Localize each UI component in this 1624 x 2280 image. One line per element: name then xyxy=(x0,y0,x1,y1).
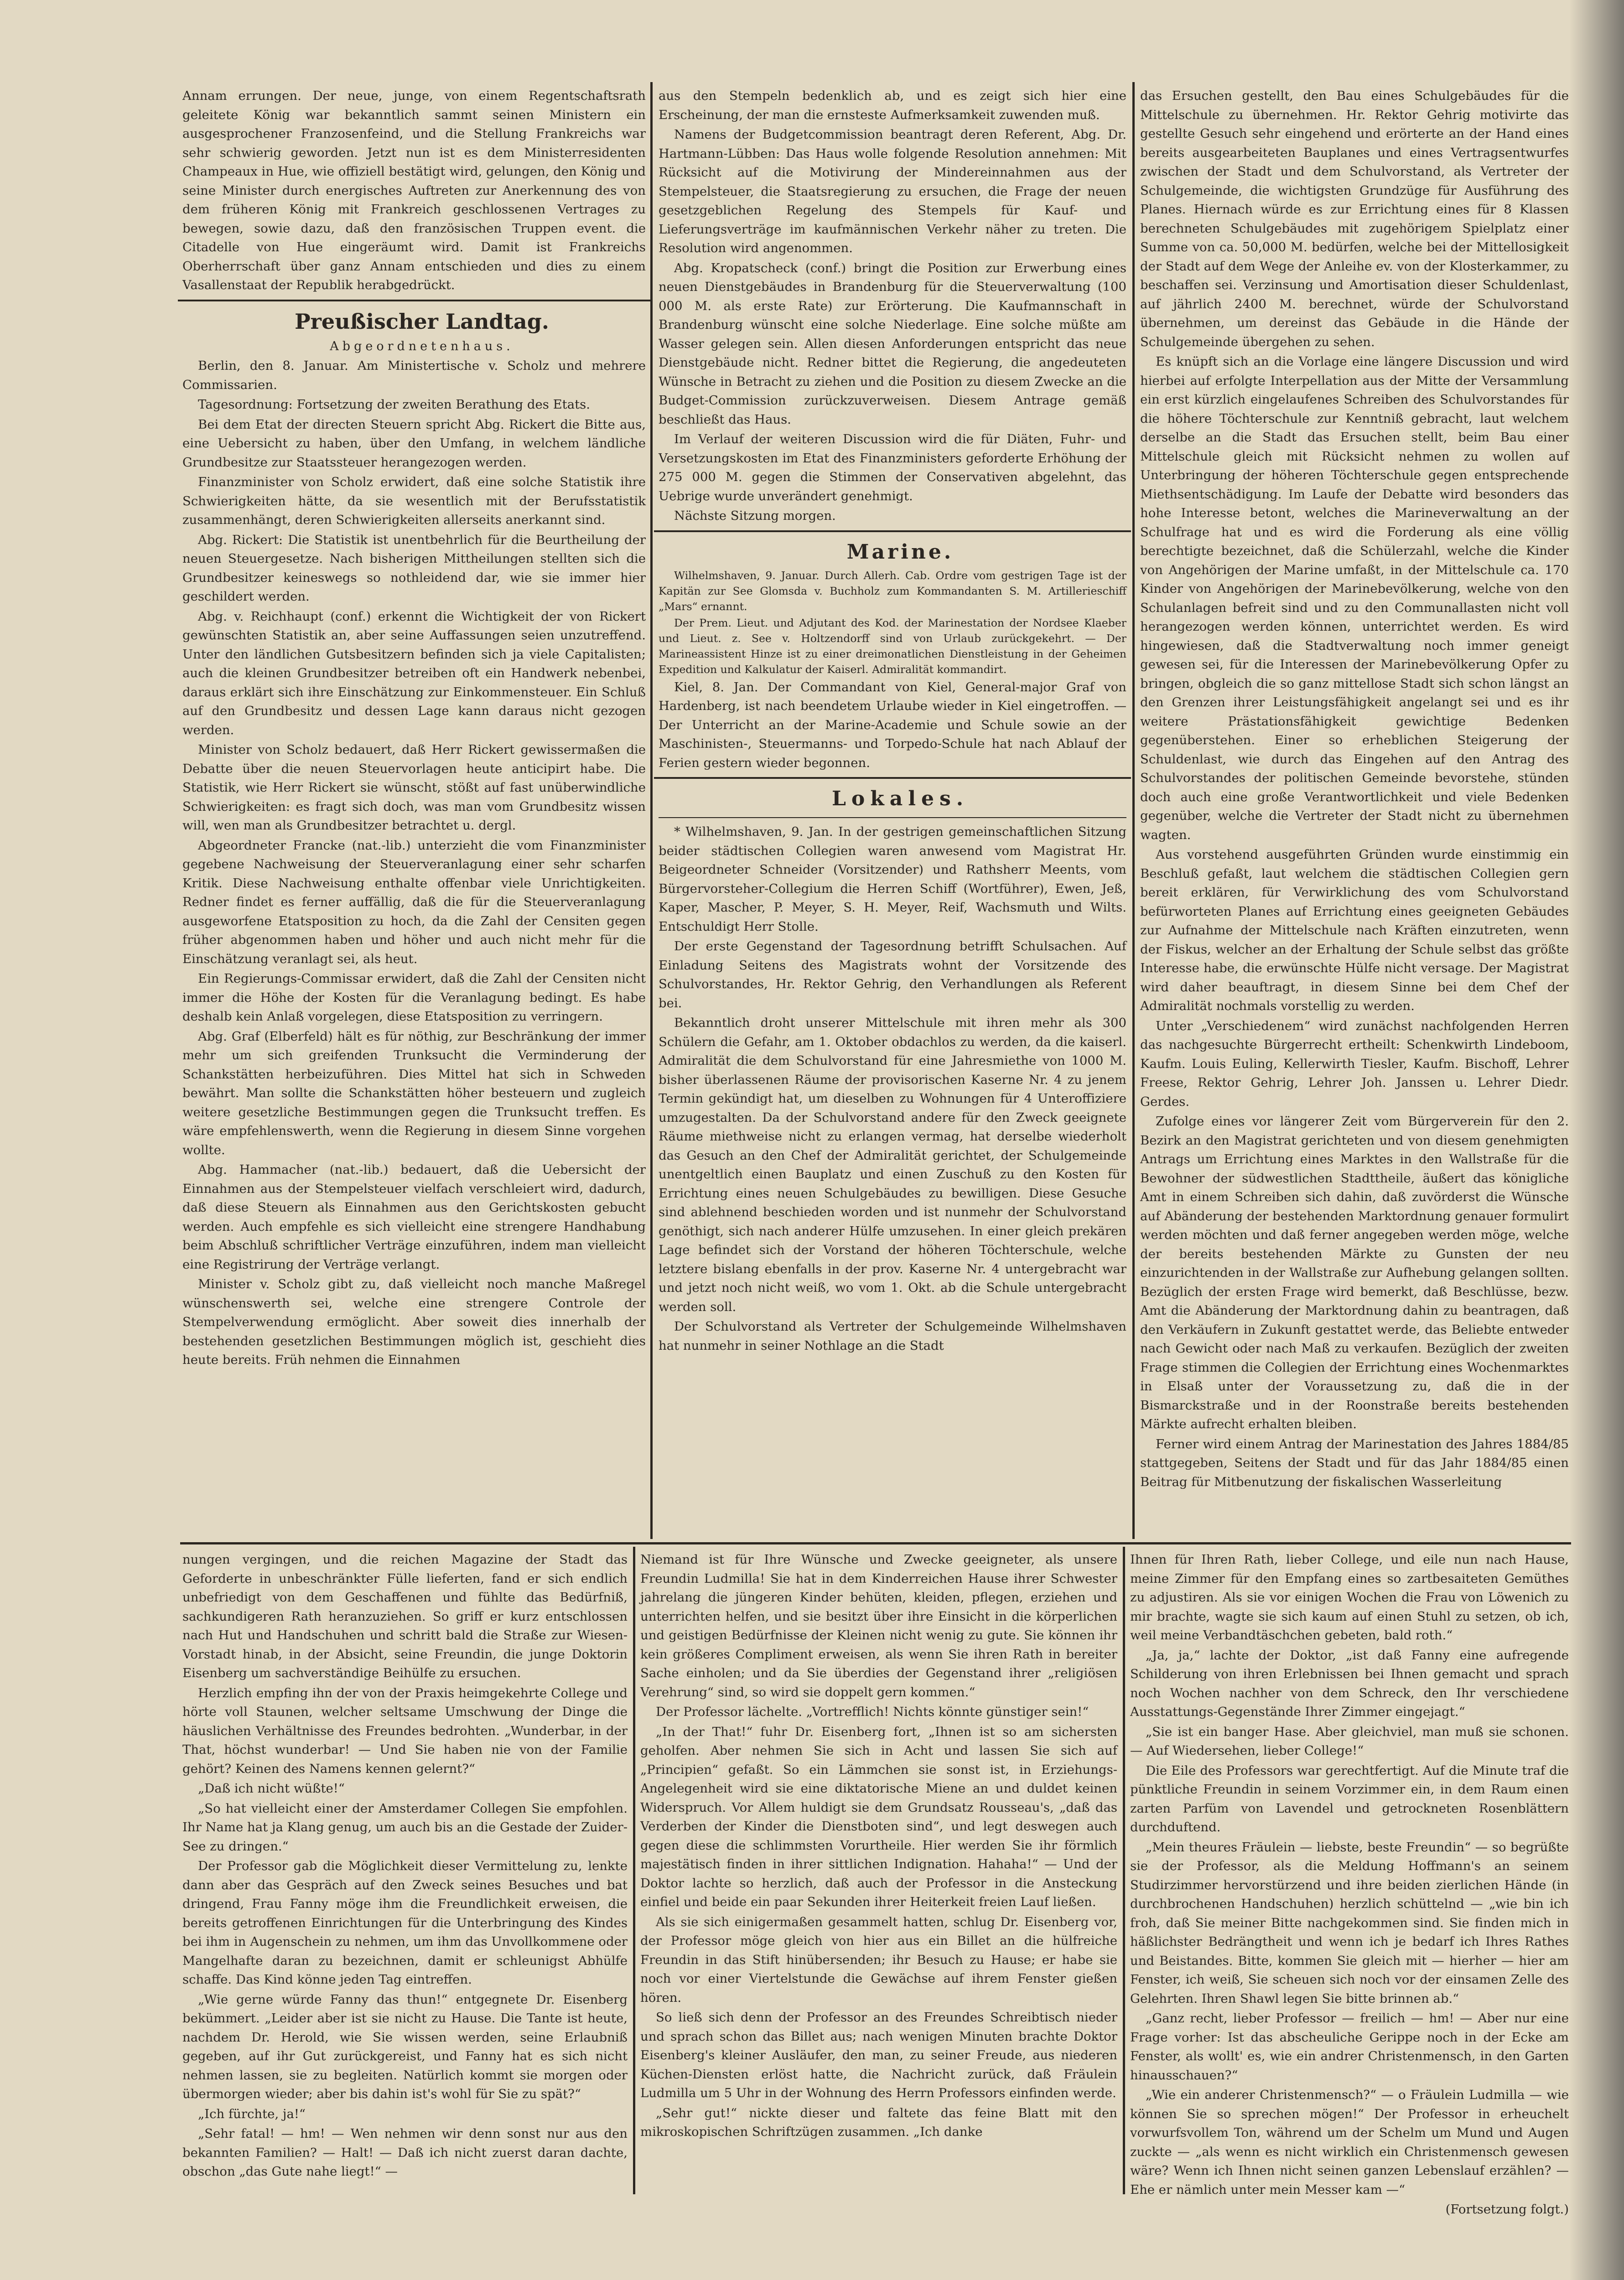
paragraph: Abg. Graf (Elberfeld) hält es für nöthig, zur Beschränkung der immer mehr um sich greifenden Trunksucht die Verminderung der Schankstätten herbeizuführen. Dies Mittel hat sich in Schweden bewährt. Man sollte die Schankstätten höher besteuern und zugleich weitere gesetzliche Bestimmungen gegen die Trunksucht treffen. Es wäre empfehlenswerth, wenn die Regierung in diesem Sinne vorgehen wollte. xyxy=(182,1029,646,1157)
section-title-lokales: Lokales. xyxy=(831,787,969,810)
article-annam: Annam errungen. Der neue, junge, von einem Regentschaftsrath geleitete König war bekanntlich sammt seinen Ministern ein ausgesprochener Franzosenfeind, und die Stellung Frankreichs war sehr schwierig geworden. Jetzt nun ist es dem Ministerresidenten Champeaux in Hue, wie offiziell bestätigt wird, gelungen, den König und seine Minister durch energisches Auftreten zur Anerkennung des von dem früheren König mit Frankreich geschlossenen Vertrages zu bewegen, sowie dazu, daß den französischen Truppen event. die Citadelle von Hue eingeräumt wird. Damit ist Frankreichs Oberherrschaft über ganz Annam entschieden und dies zu einem Vasallenstaat der Republik herabgedrückt. xyxy=(182,88,646,292)
paragraph: Abg. Rickert: Die Statistik ist unentbehrlich für die Beurtheilung der neuen Steuergesetze. Nach bisherigen Mittheilungen stellten sich die Grundbesitzer keineswegs so nothleidend dar, wie sie immer hier geschildert werden. xyxy=(182,532,646,604)
top-column-1 xyxy=(182,87,646,1537)
paragraph: „In der That!“ fuhr Dr. Eisenberg fort, „Ihnen ist so am sichersten geholfen. Aber nehmen Sie sich in Acht und lassen Sie sich auf „Principien“ gefaßt. So ein Lämmchen sie sonst ist, in Erziehungs-Angelegenheit wird sie eine diktatorische Miene an und duldet keinen Widerspruch. Vor Allem huldigt sie dem Grundsatz Rousseau's, „daß das Verderben der Kinder die Dienstboten sind“, und legt deswegen auch gegen diese die schlimmsten Vorurtheile. Hier werden Sie ihr förmlich majestätisch finden in ihrer sittlichen Indignation. Hahaha!“ — Und der Doktor lachte so herzlich, daß auch der Professor in die Ansteckung einfiel und beide ein paar Sekunden ihrer Heiterkeit freien Lauf ließen. xyxy=(640,1724,1117,1909)
paragraph: Als sie sich einigermaßen gesammelt hatten, schlug Dr. Eisenberg vor, der Professor möge gleich von hier aus ein Billet an die hülfreiche Freundin in das Stift hinübersenden; ihr Besuch zu Hause; er habe sie noch vor einer Viertelstunde die Gewächse auf ihrem Fenster gießen hören. xyxy=(640,1914,1117,2005)
paragraph: „Ja, ja,“ lachte der Doktor, „ist daß Fanny eine aufregende Schilderung von ihren Erlebnissen bei Ihnen gemacht und sprach noch Wochen nachher von dem Schreck, den Ihr verschiedene Ausstattungs-Gegenstände Ihrer Zimmer eingejagt.“ xyxy=(1130,1648,1569,1719)
paragraph: Zufolge eines vor längerer Zeit vom Bürgerverein für den 2. Bezirk an den Magistrat gerichteten und von diesem genehmigten Antrags um Errichtung eines Marktes in den Wallstraße für die Bewohner der südwestlichen Stadttheile, äußert das königliche Amt in einem Schreiben sich dahin, daß zuvörderst die Wünsche auf Abänderung der bestehenden Marktordnung genauer formulirt werden möchten und daß ferner angegeben werden möge, welche der bereits bestehenden Märkte zu Gunsten der neu einzurichtenden in der Wallstraße zur Aufhebung gelangen sollten. Bezüglich der ersten Frage wird bemerkt, daß Beschlüsse, bezw. Amt die Abänderung der Marktordnung dahin zu beantragen, daß den Verkäufern in Zukunft gestattet werde, das Beliebte entweder nach Gewicht oder nach Maß zu verkaufen. Bezüglich der zweiten Frage stimmen die Collegien der Errichtung eines Wochenmarktes in Elsaß unter der Voraussetzung zu, daß die in der Bismarckstraße und in der Roonstraße bereits bestehenden Märkte aufrecht erhalten bleiben. xyxy=(1140,1114,1569,1431)
paragraph: Der erste Gegenstand der Tagesordnung betrifft Schulsachen. Auf Einladung Seitens des Magistrats wohnt der Vorsitzende des Schulvorstandes, Hr. Rektor Gehrig, den Verhandlungen als Referent bei. xyxy=(659,939,1126,1010)
paragraph: „Ich fürchte, ja!“ xyxy=(198,2106,306,2121)
paragraph: Der Professor lächelte. „Vortrefflich! Nichts könnte günstiger sein!“ xyxy=(656,1705,1089,1719)
paragraph: Kiel, 8. Jan. Der Commandant von Kiel, General-major Graf von Hardenberg, ist nach beendetem Urlaube wieder in Kiel eingetroffen. — Der Unterricht an der Marine-Academie und Schule sowie an der Maschinisten-, Steuermanns- und Torpedo-Schule hat nach Ablauf der Ferien gestern wieder begonnen. xyxy=(659,679,1126,770)
paragraph: Abg. Hammacher (nat.-lib.) bedauert, daß die Uebersicht der Einnahmen aus der Stempelsteuer vielfach verschleiert wird, dadurch, daß diese Steuern als Einnahmen aus den Gerichtskosten gebucht werden. Auch empfehle es sich vielleicht eine strengere Handhabung beim Abschluß schriftlicher Verträge einzuführen, indem man vielleicht eine Registrirung der Verträge verlangt. xyxy=(182,1162,646,1272)
top-column-3 xyxy=(1140,87,1569,1537)
paragraph: Wilhelmshaven, 9. Januar. Durch Allerh. Cab. Ordre vom gestrigen Tage ist der Kapitän zur See Glomsda v. Buchholz zum Kommandanten S. M. Artillerieschiff „Mars“ ernannt. xyxy=(659,569,1126,613)
continuation-note: (Fortsetzung folgt.) xyxy=(1445,2202,1569,2217)
section-title-marine: Marine. xyxy=(846,540,954,564)
paragraph: Abgeordneter Francke (nat.-lib.) unterzieht die vom Finanzminister gegebene Nachweisung der Steuerveranlagung einer sehr scharfen Kritik. Diese Nachweisung enthalte offenbar viele Unrichtigkeiten. Redner findet es ferner auffällig, daß die für die Steuerveranlagung ausgeworfene Etatsposition zu hoch, da die Zahl der Censiten gegen früher abgenommen haben und höher und auch nicht mehr für die Einschätzung veranlagt sei, als heut. xyxy=(182,838,646,966)
paragraph: Berlin, den 8. Januar. Am Ministertische v. Scholz und mehrere Commissarien. xyxy=(182,358,646,392)
feuilleton-column-3 xyxy=(1130,1550,1569,2217)
feuilleton-rule xyxy=(180,1542,1571,1544)
paragraph: Tagesordnung: Fortsetzung der zweiten Berathung des Etats. xyxy=(198,397,591,412)
column-rule xyxy=(650,82,653,1539)
paragraph: „Wie ein anderer Christenmensch?“ — o Fräulein Ludmilla — wie können Sie so sprechen mögen!“ Der Professor in erheuchelt vorwurfsvollem Ton, während um der Schelm um Mund und Augen zuckte — „als wenn es nicht wirklich ein Christenmensch gewesen wäre? Wenn ich Ihnen nicht seinen ganzen Lebenslauf erzählen? — Ehe er nämlich unter mein Messer kam —“ xyxy=(1130,2088,1569,2197)
paragraph: Nächste Sitzung morgen. xyxy=(674,508,836,523)
paragraph: So ließ sich denn der Professor an des Freundes Schreibtisch nieder und sprach schon das Billet aus; nach wenigen Minuten brachte Doktor Eisenberg's kleiner Ausläufer, den man, zu seiner Freude, aus niederen Küchen-Diensten erlöst hatte, die Nachricht zurück, daß Fräulein Ludmilla um 5 Uhr in der Wohnung des Herrn Professors einfinden werde. xyxy=(640,2010,1117,2100)
section-title-landtag: Preußischer Landtag. xyxy=(295,309,549,334)
column-rule xyxy=(633,1547,635,2194)
paragraph: Der Professor gab die Möglichkeit dieser Vermittelung zu, lenkte dann aber das Gespräch auf den Zweck seines Besuches und bat dringend, Frau Fanny möge ihm die Freundlichkeit erweisen, die bereits getroffenen Einrichtungen für die Unterbringung des Kindes bei ihm in Augenschein zu nehmen, um ihm das Unvollkommene oder Mangelhafte daran zu bezeichnen, damit er schleunigst Abhülfe schaffe. Das Kind könne jeden Tag eintreffen. xyxy=(182,1859,628,1987)
column-rule xyxy=(1123,1547,1125,2194)
paragraph: Minister von Scholz bedauert, daß Herr Rickert gewissermaßen die Debatte über die neuen Steuervorlagen heute anticipirt habe. Die Statistik, wie Herr Rickert sie wünscht, stößt auf fast unüberwindliche Schwierigkeiten: es fragt sich doch, was man vom Grundbesitz wissen will, wen man als Grundbesitzer betrachtet u. dergl. xyxy=(182,742,646,833)
page-edge-shadow xyxy=(1569,0,1624,2280)
paragraph: Es knüpft sich an die Vorlage eine längere Discussion und wird hierbei auf erfolgte Interpellation aus der Mitte der Versammlung ein erst kürzlich eingelaufenes Schreiben des Schulvorstandes für die höhere Töchterschule zur Kenntniß gebracht, laut welchem derselbe an die Stadt das Ersuchen stellt, beim Bau einer Mittelschule gleich mit Rücksicht nehmen zu wollen auf Unterbringung der höheren Töchterschule gegen entsprechende Miethsentschädigung. Im Laufe der Debatte wird besonders das hohe Interesse betont, welches die Marineverwaltung an der Schulfrage hat und es wird die Forderung als eine völlig berechtigte bezeichnet, daß die Schülerzahl, welche die Kinder von Angehörigen der Marine umfaßt, in der Mittelschule ca. 170 Kinder von Angehörigen der Marinebevölkerung, welche von den Schulanlagen befreit sind und zu den Communallasten nicht voll herangezogen werden können, unterrichtet werden. Es wird hingewiesen, daß die Stadtverwaltung noch immer geneigt gewesen sei, für die Interessen der Marinebevölkerung Opfer zu bringen, obgleich die so ganz mittellose Stadt sich schon längst an den Grenzen ihrer Leistungsfähigkeit angelangt sei und es ihr weitere Prästationsfähigkeit gewichtige Bedenken gegenüberstehen. Einer so erheblichen Steigerung der Schuldenlast, wie durch das Eingehen auf den Antrag des Schulvorstandes der politischen Gemeinde bevorstehe, stünden doch auch eine große Verantwortlichkeit und viele Bedenken gegenüber, welche die Vertreter der Stadt nicht zu übernehmen wagten. xyxy=(1140,354,1569,842)
paragraph: Bei dem Etat der directen Steuern spricht Abg. Rickert die Bitte aus, eine Uebersicht zu haben, über den Umfang, in welchem ländliche Grundbesitze zur Staatssteuer herangezogen werden. xyxy=(182,417,646,470)
paragraph: Minister v. Scholz gibt zu, daß vielleicht noch manche Maßregel wünschenswerth sei, welche eine strengere Controle der Stempelverwendung ermöglicht. Aber soweit dies innerhalb der bestehenden gesetzlichen Bestimmungen möglich ist, geschieht dies heute bereits. Früh nehmen die Einnahmen xyxy=(182,1277,646,1367)
section-separator xyxy=(654,530,1131,532)
feuilleton-column-2 xyxy=(640,1550,1117,2193)
paragraph: das Ersuchen gestellt, den Bau eines Schulgebäudes für die Mittelschule zu übernehmen. Hr. Rektor Gehrig motivirte das gestellte Gesuch sehr eingehend und erörterte an der Hand eines bereits ausgearbeiteten Bauplanes und eines Vertragsentwurfes zwischen der Stadt und dem Schulvorstand, als Vertreter der Schulgemeinde, die wichtigsten Grundzüge für Ausführung des Planes. Hiernach würde es zur Errichtung eines für 8 Klassen berechneten Schulgebäudes mit zugehörigem Spielplatz einer Summe von ca. 50,000 M. bedürfen, welche bei der Mittellosigkeit der Stadt auf dem Wege der Anleihe ev. von der Klosterkammer, zu beschaffen sei. Verzinsung und Amortisation dieser Schuldenlast, auf jährlich 2400 M. berechnet, würde der Schulvorstand übernehmen, um dereinst das Gebäude in die Hände der Schulgemeinde übergehen zu sehen. xyxy=(1140,88,1569,349)
feuilleton-column-1 xyxy=(182,1550,628,2193)
paragraph: Aus vorstehend ausgeführten Gründen wurde einstimmig ein Beschluß gefaßt, laut welchem die städtischen Collegien gern bereit erklären, für Verwirklichung des vom Schulvorstand befürworteten Planes auf Errichtung eines geeigneten Gebäudes zur Aufnahme der Mittelschule nach Kräften einzutreten, wenn der Fiskus, welcher an der Erhaltung der Schule selbst das größte Interesse habe, die erwünschte Hülfe nicht versage. Der Magistrat wird daher beauftragt, in diesem Sinne bei dem Chef der Admiralität nochmals vorstellig zu werden. xyxy=(1140,847,1569,1013)
top-column-2 xyxy=(659,87,1126,1537)
paragraph: Abg. Kropatscheck (conf.) bringt die Position zur Erwerbung eines neuen Dienstgebäudes in Brandenburg für die Steuerverwaltung (100 000 M. als erste Rate) zur Erörterung. Die Kaufmannschaft in Brandenburg wünscht eine solche Niederlage. Eine solche müßte am Wasser gelegen sein. Allen diesen Anforderungen entspricht das neue Dienstgebäude nicht. Redner bittet die Regierung, die angedeuteten Wünsche in Betracht zu ziehen und die Position zu diesem Zwecke an die Budget-Commission zurückzuverweisen. Diesem Antrage gemäß beschließt das Haus. xyxy=(659,260,1126,427)
paragraph: „Mein theures Fräulein — liebste, beste Freundin“ — so begrüßte sie der Professor, als die Meldung Hoffmann's an seinem Studirzimmer hervorstürzend und ihre beiden zierlichen Hände (in durchbrochenen Handschuhen) herzlich schüttelnd — „wie bin ich froh, daß Sie meiner Bitte nachgekommen sind. Sie finden mich in häßlichster Bedrängtheit und wenn ich je bedarf ich Ihres Rathes und Beistandes. Bitte, kommen Sie gleich mit — hierher — hier am Fenster, ich weiß, Sie scheuen sich noch vor der einsamen Zelle des Gelehrten. Ihren Shawl legen Sie bitte brinnen ab.“ xyxy=(1130,1840,1569,2006)
paragraph: „Sehr gut!“ nickte dieser und faltete das feine Blatt mit den mikroskopischen Schriftzügen zusammen. „Ich danke xyxy=(640,2105,1117,2139)
paragraph: * Wilhelmshaven, 9. Jan. In der gestrigen gemeinschaftlichen Sitzung beider städtischen Collegien waren anwesend vom Magistrat Hr. Beigeordneter Schneider (Vorsitzender) und Rathsherr Meents, vom Bürgervorsteher-Collegium die Herren Schiff (Wortführer), Ewen, Jeß, Kaper, Mascher, P. Meyer, S. H. Meyer, Reif, Wachsmuth und Wilts. Entschuldigt Herr Stolle. xyxy=(659,824,1126,934)
paragraph: „Sie ist ein banger Hase. Aber gleichviel, man muß sie schonen. — Auf Wiedersehen, lieber College!“ xyxy=(1130,1724,1569,1758)
paragraph: Die Eile des Professors war gerechtfertigt. Auf die Minute traf die pünktliche Freundin in seinem Vorzimmer ein, in dem Raum einen zarten Parfüm von Lavendel und getrockneten Rosenblättern durchduftend. xyxy=(1130,1763,1569,1834)
paragraph: „Daß ich nicht wüßte!“ xyxy=(198,1781,345,1796)
paragraph: Der Schulvorstand als Vertreter der Schulgemeinde Wilhelmshaven hat nunmehr in seiner Nothlage an die Stadt xyxy=(659,1319,1126,1353)
paragraph: Finanzminister von Scholz erwidert, daß eine solche Statistik ihre Schwierigkeiten hätte, da sie wesentlich mit der Berufsstatistik zusammenhängt, deren Schwierigkeiten allerseits anerkannt sind. xyxy=(182,475,646,527)
paragraph: Abg. v. Reichhaupt (conf.) erkennt die Wichtigkeit der von Rickert gewünschten Statistik an, aber seine Auffassungen seien unzutreffend. Unter den ländlichen Gutsbesitzern befinden sich ja viele Capitalisten; auch die kleinen Grundbesitzer betreiben oft ein Handwerk nebenbei, daraus erklärt sich ihre Einschätzung zur Einkommensteuer. Ein Schluß auf den Grundbesitz und dessen Lage kann daraus nicht gezogen werden. xyxy=(182,609,646,737)
paragraph: nungen vergingen, und die reichen Magazine der Stadt das Geforderte in unbeschränkter Fülle lieferten, fand er sich endlich unbefriedigt von dem Geschaffenen und fühlte das Bedürfniß, sachkundigeren Rath heranzuziehen. So griff er kurz entschlossen nach Hut und Handschuhen und schritt bald die Straße zur Wiesen-Vorstadt hinab, in der Absicht, seine Freundin, die junge Doktorin Eisenberg um sachverständige Beihülfe zu ersuchen. xyxy=(182,1552,628,1680)
thin-separator xyxy=(659,817,1126,818)
section-separator xyxy=(654,777,1131,779)
paragraph: Niemand ist für Ihre Wünsche und Zwecke geeigneter, als unsere Freundin Ludmilla! Sie hat in dem Kinderreichen Hause ihrer Schwester jahrelang die jüngeren Kinder behüten, kleiden, pflegen, erziehen und unterrichten helfen, und sie besitzt über ihre Einsicht in die körperlichen und geistigen Bedürfnisse der Kleinen nicht wenig zu gute. Sie können ihr kein größeres Compliment erweisen, als wenn Sie ihren Rath in bereiter Sache einholen; und da Sie überdies der Gegenstand ihrer „religiösen Verehrung“ sind, so wird sie doppelt gern kommen.“ xyxy=(640,1552,1117,1700)
column-rule xyxy=(1132,82,1135,1539)
paragraph: Der Prem. Lieut. und Adjutant des Kod. der Marinestation der Nordsee Klaeber und Lieut. z. See v. Holtzendorff sind von Urlaub zurückgekehrt. — Der Marineassistent Hinze ist zu einer dreimonatlichen Dienstleistung in der Geheimen Expedition und Kalkulatur der Kaiserl. Admiralität kommandirt. xyxy=(659,616,1126,676)
paragraph: „Sehr fatal! — hm! — Wen nehmen wir denn sonst nur aus den bekannten Familien? — Halt! — Daß ich nicht zuerst daran dachte, obschon „das Gute nahe liegt!“ — xyxy=(182,2126,628,2179)
section-subtitle: Abgeordnetenhaus. xyxy=(330,339,514,353)
section-separator xyxy=(178,300,650,301)
paragraph: Herzlich empfing ihn der von der Praxis heimgekehrte College und hörte voll Staunen, welcher seltsame Umschwung der Dinge die häuslichen Verhältnisse des Freundes bedrohten. „Wunderbar, in der That, höchst wunderbar! — Und Sie haben nie von der Familie gehört? Keinen des Namens kennen gelernt?“ xyxy=(182,1685,628,1776)
paragraph: Ferner wird einem Antrag der Marinestation des Jahres 1884/85 stattgegeben, Seitens der Stadt und für das Jahr 1884/85 einen Beitrag für Mitbenutzung der fiskalischen Wasserleitung xyxy=(1140,1436,1569,1489)
paragraph: Bekanntlich droht unserer Mittelschule mit ihren mehr als 300 Schülern die Gefahr, am 1. Oktober obdachlos zu werden, da die kaiserl. Admiralität die dem Schulvorstand für eine Jahresmiethe von 1000 M. bisher überlassenen Räume der provisorischen Kaserne Nr. 4 zu jenem Termin gekündigt hat, um dieselben zu Wohnungen für 4 Unteroffiziere umzugestalten. Da der Schulvorstand andere für den Zweck geeignete Räume miethweise nicht zu erlangen vermag, hat derselbe wiederholt das Gesuch an den Chef der Admiralität gerichtet, der Schulgemeinde unentgeltlich einen Bauplatz und einen Zuschuß zu den Kosten für Errichtung eines neuen Schulgebäudes zu bewilligen. Diese Gesuche sind ablehnend beschieden worden und ist nunmehr der Schulvorstand genöthigt, sich nach anderer Hülfe umzusehen. In einer gleich prekären Lage befindet sich der Vorstand der höheren Töchterschule, welche letztere bislang ebenfalls in der prov. Kaserne Nr. 4 untergebracht war und jetzt noch nicht weiß, wo vom 1. Okt. ab die Schule untergebracht werden soll. xyxy=(659,1016,1126,1314)
paragraph: „So hat vielleicht einer der Amsterdamer Collegen Sie empfohlen. Ihr Name hat ja Klang genug, um auch bis an die Gestade der Zuider-See zu dringen.“ xyxy=(182,1801,628,1854)
paragraph: Ihnen für Ihren Rath, lieber College, und eile nun nach Hause, meine Zimmer für den Empfang eines so zartbesaiteten Gemüthes zu adjustiren. Als sie vor einigen Wochen die Frau von Löwenich zu mir brachte, wagte sie sich kaum auf einen Stuhl zu setzen, ob ich, weil meine Verbandtäschchen gebeten, bald roth.“ xyxy=(1130,1552,1569,1643)
paragraph: Im Verlauf der weiteren Discussion wird die für Diäten, Fuhr- und Versetzungskosten im Etat des Finanzministers geforderte Erhöhung der 275 000 M. gegen die Stimmen der Conservativen abgelehnt, das Uebrige wurde unverändert genehmigt. xyxy=(659,432,1126,503)
paragraph: aus den Stempeln bedenklich ab, und es zeigt sich hier eine Erscheinung, der man die ernsteste Aufmerksamkeit zuwenden muß. xyxy=(659,88,1126,122)
paragraph: Namens der Budgetcommission beantragt deren Referent, Abg. Dr. Hartmann-Lübben: Das Haus wolle folgende Resolution annehmen: Mit Rücksicht auf die Motivirung der Mindereinnahmen aus der Stempelsteuer, die Staatsregierung zu ersuchen, die Frage der neuen gesetzgeblichen Regelung des Stempels für Kauf- und Lieferungsverträge im kaufmännischen Verkehr näher zu treten. Die Resolution wird angenommen. xyxy=(659,127,1126,255)
paragraph: „Wie gerne würde Fanny das thun!“ entgegnete Dr. Eisenberg bekümmert. „Leider aber ist sie nicht zu Hause. Die Tante ist heute, nachdem Dr. Herold, wie Sie wissen werden, seine Erlaubniß gegeben, auf ihr Gut zurückgereist, und Fanny hat es sich nicht nehmen lassen, sie zu begleiten. Natürlich kommt sie morgen oder übermorgen wieder; aber bis dahin ist's wohl für Sie zu spät?“ xyxy=(182,1992,628,2101)
paragraph: Unter „Verschiedenem“ wird zunächst nachfolgenden Herren das nachgesuchte Bürgerrecht ertheilt: Schenkwirth Lindeboom, Kaufm. Louis Euling, Kellerwirth Tiesler, Kaufm. Bischoff, Lehrer Freese, Rektor Gehrig, Lehrer Joh. Janssen u. Lehrer Diedr. Gerdes. xyxy=(1140,1018,1569,1109)
paragraph: „Ganz recht, lieber Professor — freilich — hm! — Aber nur eine Frage vorher: Ist das abscheuliche Gerippe noch in der Ecke am Fenster, als wollt' es, wie ein andrer Christenmensch, in den Garten hinausschauen?“ xyxy=(1130,2011,1569,2083)
paragraph: Ein Regierungs-Commissar erwidert, daß die Zahl der Censiten nicht immer die Höhe der Kosten für die Veranlagung bedingt. Es habe deshalb kein Anlaß vorgelegen, diese Etatsposition zu verringern. xyxy=(182,971,646,1024)
